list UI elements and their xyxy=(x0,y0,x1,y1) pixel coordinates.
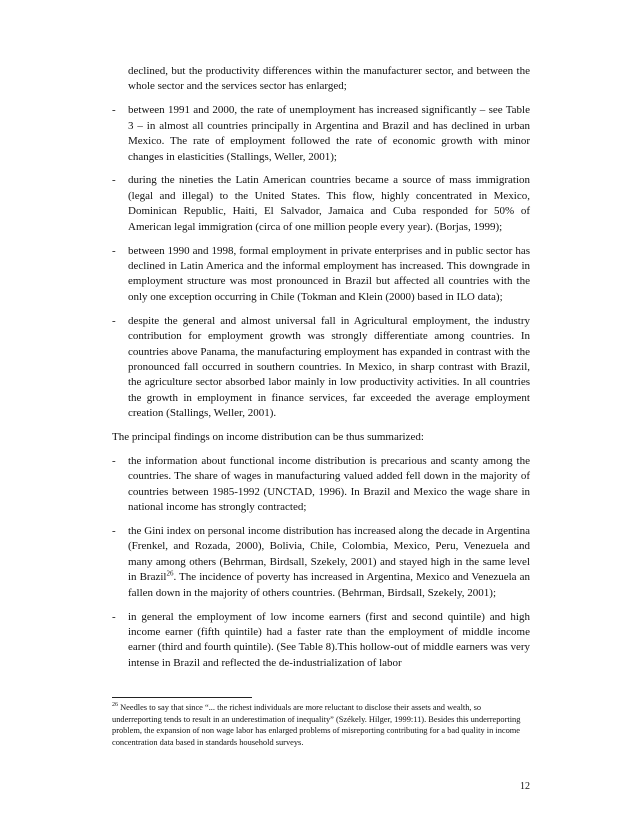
income-intro-paragraph: The principal findings on income distribution can be thus summarized: xyxy=(112,431,424,444)
bullet-text: in general the employment of low income earners (first and second quintile) and high income earner (fifth quintile) had a faster rate than the employment of middle income earner (third and fourth quintile). (See Table 8).This hollow-out of middle earners was very intense in Brazil and reflected the de-industrialization of labor xyxy=(128,610,530,669)
bullet-text-after-ref: . The incidence of poverty has increased in Argentina, Mexico and Venezuela an fallen down in the majority of others countries. (Behrman, Birdsall, Szekely, 2001); xyxy=(128,571,530,599)
bullet-text xyxy=(128,525,530,599)
footnote-text: Needles to say that since “... the richest individuals are more reluctant to disclose their assets and wealth, so underreporting tends to result in an underestimation of inequality” (Székely. Hilger, 1999:11). Besides this underreporting problem, the expansion of non wage labor has enlarged problems of misreporting contributing for a bad quality in income concentration data based in standards household surveys. xyxy=(112,703,521,747)
bullet-gini-index xyxy=(112,524,530,601)
bullet-dash: - xyxy=(112,525,116,538)
bullet-text-before-ref: the Gini index on personal income distribution has increased along the decade in Argentina (Frenkel, and Rozada, 2000), Bolivia, Chile, Colombia, Mexico, Peru, Venezuela and many among others (Behrman, Birdsall, Szekely, 2001) and stayed high in the same level in Brazil xyxy=(128,525,530,584)
bullet-dash: - xyxy=(112,174,116,187)
bullet-text: during the nineties the Latin American countries became a source of mass immigration (legal and illegal) to the United States. This flow, highly concentrated in Mexico, Dominican Republic, Haiti, El Salvador, Jamaica and Cuba responded for 50% of American legal immigration (circa of one million people every year). (Borjas, 1999); xyxy=(128,174,530,233)
bullet-dash: - xyxy=(112,454,116,467)
bullet-functional-income xyxy=(112,454,530,516)
page-number: 12 xyxy=(520,781,530,792)
footnote-reference[interactable]: 26 xyxy=(166,569,174,578)
footnote-separator xyxy=(112,697,252,698)
footnote xyxy=(112,702,530,748)
bullet-text: despite the general and almost universal fall in Agricultural employment, the industry contribution for employment growth was strongly differentiate among countries. In countries above Panama, the manufacturing employment has expanded in contrast with the pronounced fall occurred in southern countries. In Mexico, in sharp contrast with Brazil, the agriculture sector absorbed labor mainly in low productivity activities. In all countries the growth in employment in finance services, far exceeded the average employment creation (Stallings, Weller, 2001). xyxy=(128,314,530,420)
bullet-immigration xyxy=(112,173,530,235)
continuation-paragraph: declined, but the productivity differences within the manufacturer sector, and between the whole sector and the services sector has enlarged; xyxy=(128,65,530,93)
bullet-dash: - xyxy=(112,314,116,327)
body-text xyxy=(112,64,530,680)
bullet-dash: - xyxy=(112,104,116,117)
bullet-dash: - xyxy=(112,610,116,623)
bullet-unemployment xyxy=(112,103,530,165)
bullet-dash: - xyxy=(112,244,116,257)
bullet-text: between 1990 and 1998, formal employment in private enterprises and in public sector has declined in Latin America and the informal employment has increased. This downgrade in employment structure was most pronounced in Brazil but affected all countries with the only one exception occurring in Chile (Tokman and Klein (2000) based in ILO data); xyxy=(128,244,530,303)
bullet-text: the information about functional income distribution is precarious and scanty among the countries. The share of wages in manufacturing valued added fell down in the majority of countries between 1985-1992 (UNCTAD, 1996). In Brazil and Mexico the wage share in national income has strongly contracted; xyxy=(128,454,530,514)
bullet-low-income-earners xyxy=(112,610,530,672)
bullet-text: between 1991 and 2000, the rate of unemployment has increased significantly – see Table 3 – in almost all countries principally in Argentina and Brazil and has declined in urban Mexico. The rate of employment followed the rate of economic growth with minor changes in elasticities (Stallings, Weller, 2001); xyxy=(128,104,530,163)
footnote-marker: 26 xyxy=(112,702,118,709)
bullet-agricultural-employment xyxy=(112,314,530,422)
bullet-formal-employment xyxy=(112,244,530,306)
